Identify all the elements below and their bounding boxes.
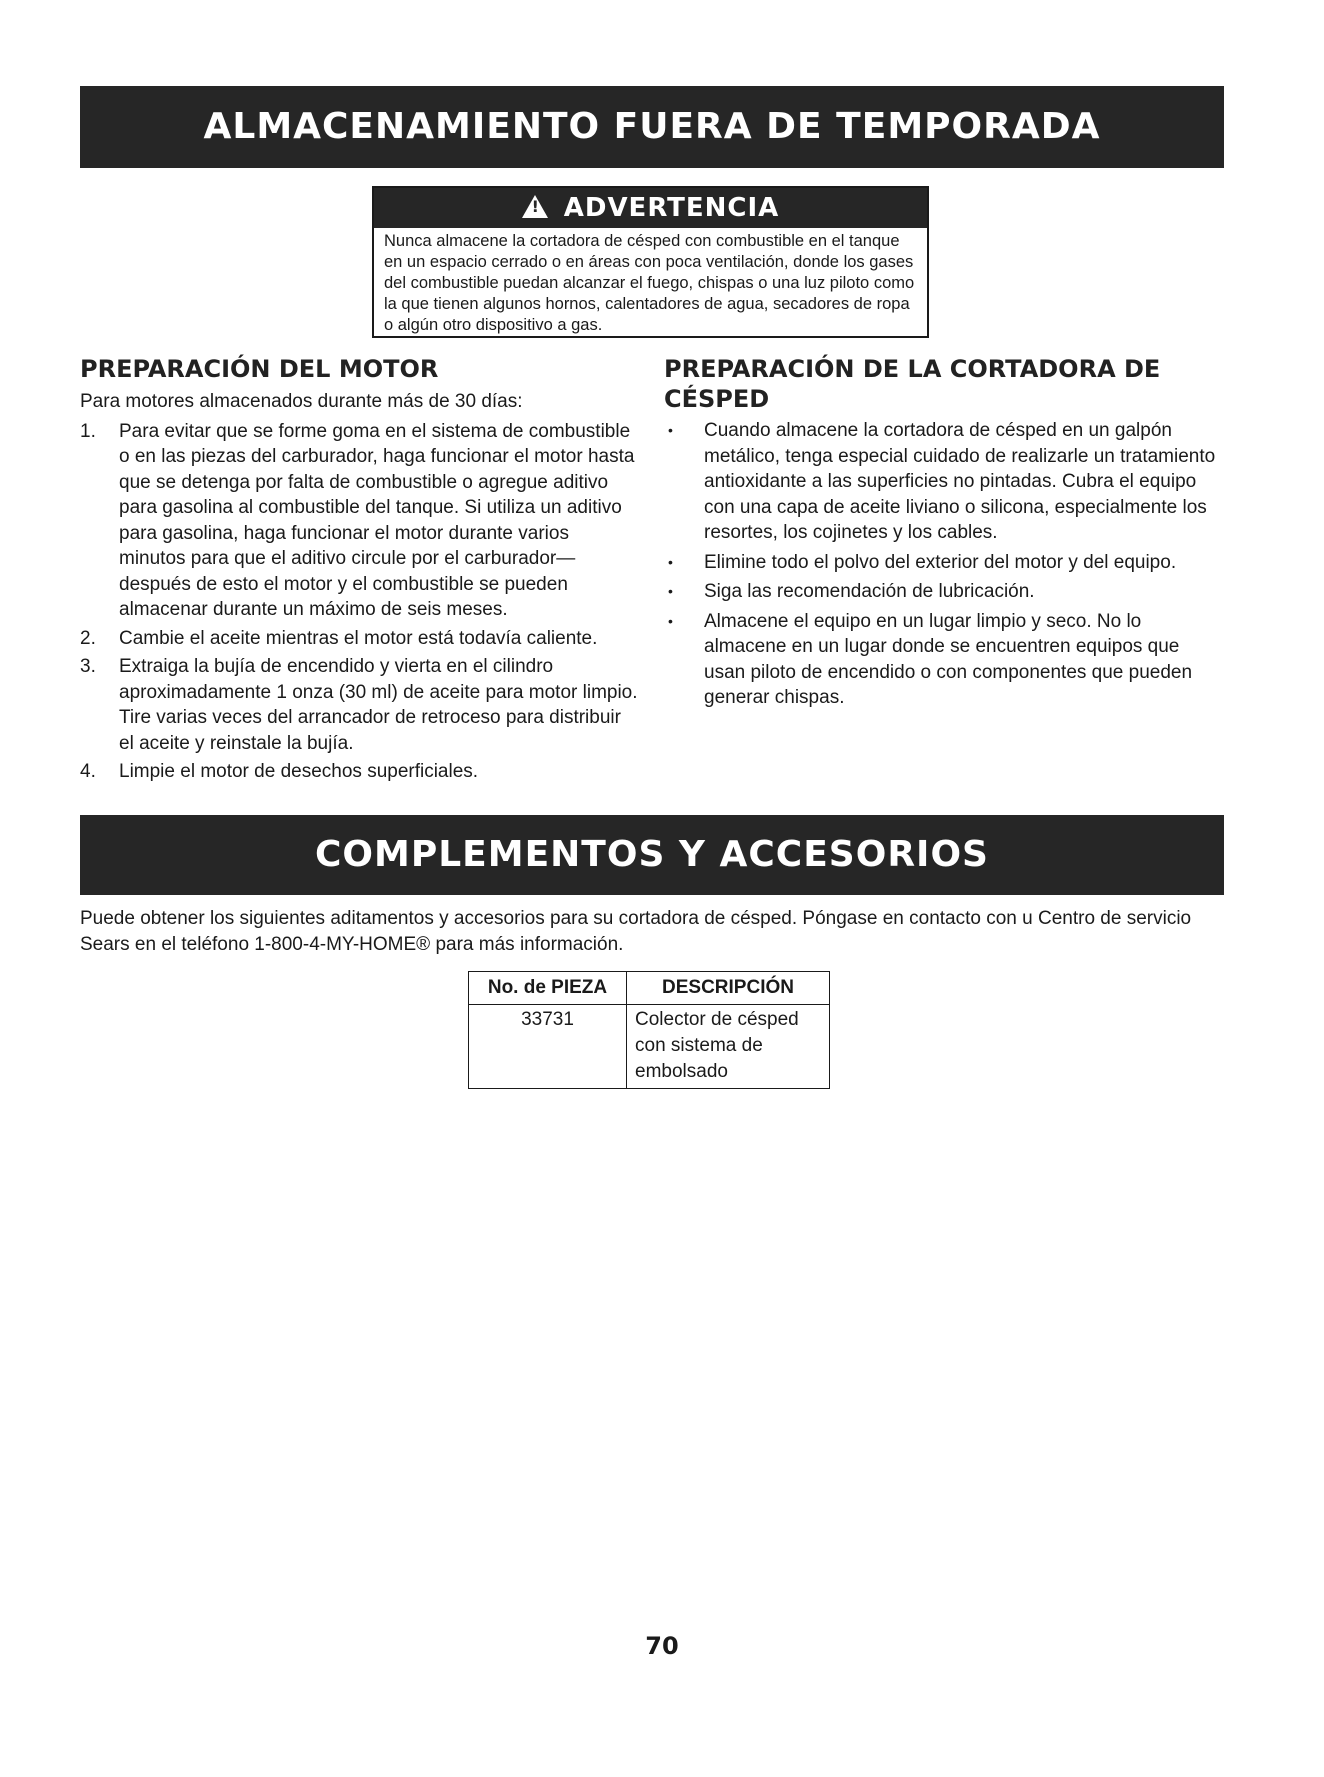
bullet-text: Cuando almacene la cortadora de césped en un galpón metálico, tenga especial cuidado de realizarle un tratamiento antioxidante a las superficies no pintadas. Cubra el equipo con una capa de aceite liviano o silicona, especialmente los resortes, los cojinetes y los cables. [704,420,1216,543]
motor-intro: Para motores almacenados durante más de 30 días: [80,391,523,412]
page-number: 70 [645,1632,679,1660]
step-text: Para evitar que se forme goma en el sistema de combustible o en las piezas del carburador, haga funcionar el motor hasta que se detenga por falta de combustible o agregue aditivo para gasolina al combustible del tanque. Si utiliza un aditivo para gasolina, haga funcionar el motor durante varios minutos para que el aditivo circule por el carburador—después de esto el motor y el combustible se pueden almacenar durante un máximo de seis meses. [119,420,635,620]
step-text: Extraiga la bujía de encendido y vierta en el cilindro aproximadamente 1 onza (30 ml) de aceite para motor limpio. Tire varias veces del arrancador de retroceso para distribuir el aceite y reinstale la bujía. [119,656,638,754]
step-text: Limpie el motor de desechos superficiales. [119,761,479,782]
motor-steps-list [80,419,640,785]
accessories-intro: Puede obtener los siguientes aditamentos y accesorios para su cortadora de césped. Póngase en contacto con u Centro de servicio Sears en el teléfono 1-800-4-MY-HOME® para más información. [80,908,1192,955]
bullet-text: Siga las recomendación de lubricación. [704,581,1035,602]
list-item [80,626,640,652]
bullet-text: Elimine todo el polvo del exterior del motor y del equipo. [704,551,1177,573]
warning-text: Nunca almacene la cortadora de césped con combustible en el tanque en un espacio cerrado o en áreas con poca ventilación, donde los gases del combustible puedan alcanzar el fuego, chispas o una luz piloto como la que tienen algunos hornos, calentadores de agua, secadores de ropa o algún otro dispositivo a gas. [384,232,915,334]
cortadora-bullets-list [664,418,1224,711]
cortadora-section [664,418,1224,715]
step-number: 1. [80,420,96,442]
heading-preparacion-cortadora: PREPARACIÓN DE LA CORTADORA DE CÉSPED [664,355,1161,413]
part-number-cell: 33731 [469,1005,627,1089]
step-number: 3. [80,656,96,677]
bullet-icon: • [668,583,673,599]
warning-triangle-icon [522,195,548,218]
step-number: 4. [80,761,96,782]
list-item [664,418,1224,546]
motor-section [80,389,640,788]
parts-table [468,971,830,1089]
list-item [664,550,1224,576]
table-header-row [469,972,830,1005]
step-number: 2. [80,627,96,649]
list-item [664,579,1224,605]
step-text: Cambie el aceite mientras el motor está todavía caliente. [119,627,598,649]
bullet-icon: • [668,612,673,629]
warning-header [374,188,927,228]
column-header-part-number: No. de PIEZA [469,972,627,1005]
bullet-icon: • [668,553,673,570]
bullet-text: Almacene el equipo en un lugar limpio y seco. No lo almacene en un lugar donde se encuentren equipos que usan piloto de encendido o con componentes que pueden generar chispas. [704,610,1193,708]
section-banner-almacenamiento: ALMACENAMIENTO FUERA DE TEMPORADA [80,86,1224,168]
section-banner-complementos: COMPLEMENTOS Y ACCESORIOS [80,815,1224,895]
list-item [80,419,640,623]
description-cell: Colector de césped con sistema de embolsado [627,1005,830,1089]
warning-title: ADVERTENCIA [563,193,780,223]
bullet-icon: • [668,422,673,438]
list-item [80,759,640,785]
column-header-description: DESCRIPCIÓN [627,972,830,1005]
list-item [664,609,1224,711]
warning-box [372,186,929,338]
list-item [80,654,640,756]
table-row [469,1005,830,1089]
heading-preparacion-motor: PREPARACIÓN DEL MOTOR [80,355,439,383]
